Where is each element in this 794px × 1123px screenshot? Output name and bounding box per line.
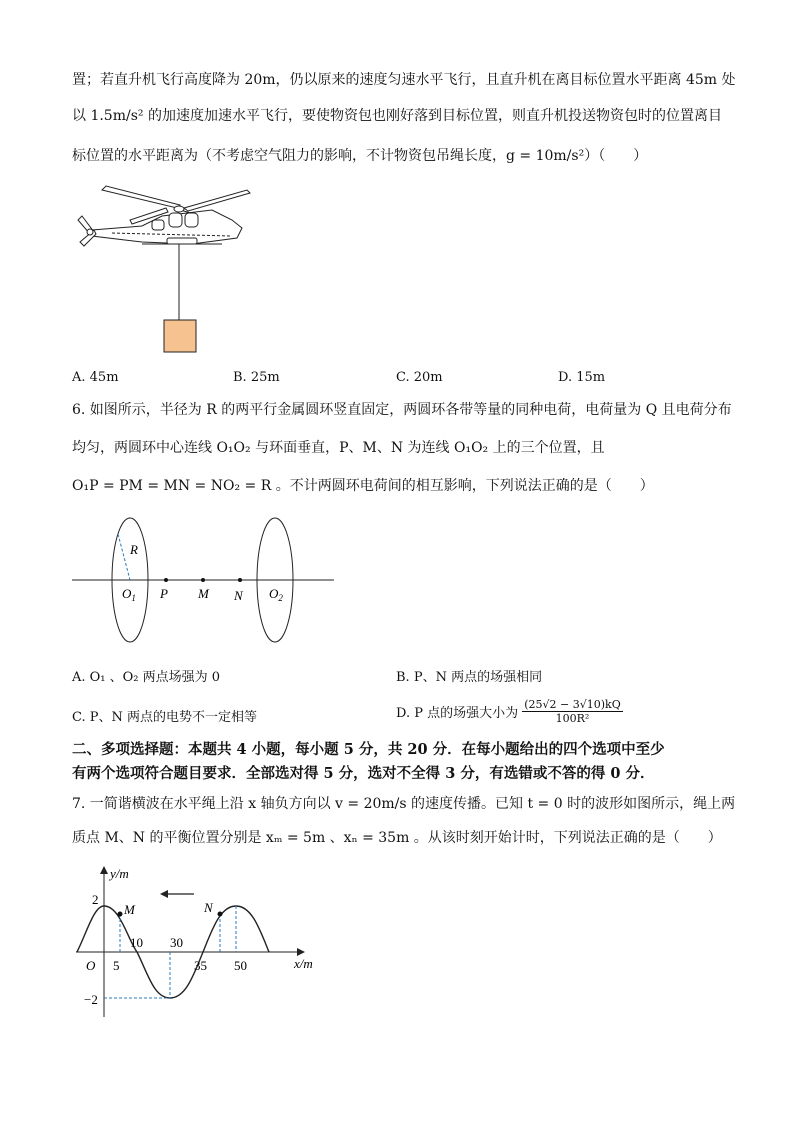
q6-option-d-fraction xyxy=(522,698,623,725)
x-tick-35: 35 xyxy=(194,958,207,973)
helicopter-figure xyxy=(72,180,342,360)
label-r: R xyxy=(130,542,138,557)
supply-package xyxy=(164,320,196,352)
q6-option-b[interactable]: B. P、N 两点的场强相同 xyxy=(396,670,543,685)
q5-option-a[interactable]: A. 45m xyxy=(72,370,119,385)
x-axis-label: x/m xyxy=(294,956,313,971)
q6-option-d-prefix: D. P 点的场强大小为 xyxy=(396,706,519,721)
q5-line-2: 以 1.5m/s² 的加速度加速水平飞行，要使物资包也刚好落到目标位置，则直升机投送物资包时的位置离目 xyxy=(72,108,722,124)
q7-line-1: 7. 一简谐横波在水平绳上沿 x 轴负方向以 v = 20m/s 的速度传播。已知 t = 0 时的波形如图所示，绳上两 xyxy=(72,796,736,812)
label-m: M xyxy=(198,586,209,601)
x-tick-30: 30 xyxy=(170,935,183,950)
y-bottom-label: −2 xyxy=(84,992,98,1007)
point-n xyxy=(238,578,242,582)
radius-line xyxy=(118,534,130,580)
x-axis-arrow-icon xyxy=(297,948,305,956)
q6-line-1: 6. 如图所示，半径为 R 的两平行金属圆环竖直固定，两圆环各带等量的同种电荷，电荷量为 Q 且电荷分布 xyxy=(72,402,732,418)
q5-line-1: 置；若直升机飞行高度降为 20m，仍以原来的速度匀速水平飞行，且直升机在离目标位置水平距离 45m 处 xyxy=(72,72,736,88)
label-o1: $O_1$ xyxy=(122,586,136,603)
y-axis-arrow-icon xyxy=(100,866,108,874)
q6-option-a[interactable]: A. O₁ 、O₂ 两点场强为 0 xyxy=(72,670,221,685)
wave-figure xyxy=(72,862,332,1022)
label-p: P xyxy=(160,586,168,601)
y-top-label: 2 xyxy=(92,892,99,907)
helicopter-body-icon xyxy=(78,210,242,246)
section2-line-2: 有两个选项符合题目要求．全部选对得 5 分，选对不全得 3 分，有选错或不答的得 0 分． xyxy=(72,765,655,782)
q6-option-d-numerator: (25√2 − 3√10)kQ xyxy=(524,698,621,711)
q5-line-3: 标位置的水平距离为（不考虑空气阻力的影响，不计物资包吊绳长度，g = 10m/s²）（ ） xyxy=(72,148,648,164)
x-tick-5: 5 xyxy=(113,958,120,973)
rings-figure xyxy=(72,512,342,652)
q6-option-d-denominator: 100R² xyxy=(555,712,590,725)
q6-option-d[interactable] xyxy=(396,698,623,725)
y-axis-label: y/m xyxy=(110,866,129,881)
origin-label: O xyxy=(86,958,96,973)
propagation-arrowhead-icon xyxy=(160,890,168,898)
label-n-wave: N xyxy=(204,900,213,915)
q6-line-3: O₁P = PM = MN = NO₂ = R 。不计两圆环电荷间的相互影响，下列说法正确的是（ ） xyxy=(72,478,654,494)
label-m-wave: M xyxy=(124,902,135,917)
point-n-wave xyxy=(218,912,223,917)
point-m xyxy=(201,578,205,582)
label-o2: $O_2$ xyxy=(269,586,283,603)
x-tick-50: 50 xyxy=(234,958,247,973)
label-n: N xyxy=(234,588,243,603)
q5-option-d[interactable]: D. 15m xyxy=(558,370,606,385)
x-tick-10: 10 xyxy=(130,935,143,950)
point-m-wave xyxy=(118,912,123,917)
q5-option-b[interactable]: B. 25m xyxy=(233,370,280,385)
q6-line-2: 均匀，两圆环中心连线 O₁O₂ 与环面垂直，P、M、N 为连线 O₁O₂ 上的三个位置，且 xyxy=(72,440,605,456)
q6-option-c[interactable]: C. P、N 两点的电势不一定相等 xyxy=(72,710,258,725)
q7-line-2: 质点 M、N 的平衡位置分别是 xₘ = 5m 、xₙ = 35m 。从该时刻开始计时，下列说法正确的是（ ） xyxy=(72,830,722,846)
point-p xyxy=(164,578,168,582)
section2-line-1: 二、多项选择题：本题共 4 小题，每小题 5 分，共 20 分．在每小题给出的四个选项中至少 xyxy=(72,741,665,758)
q5-option-c[interactable]: C. 20m xyxy=(396,370,443,385)
